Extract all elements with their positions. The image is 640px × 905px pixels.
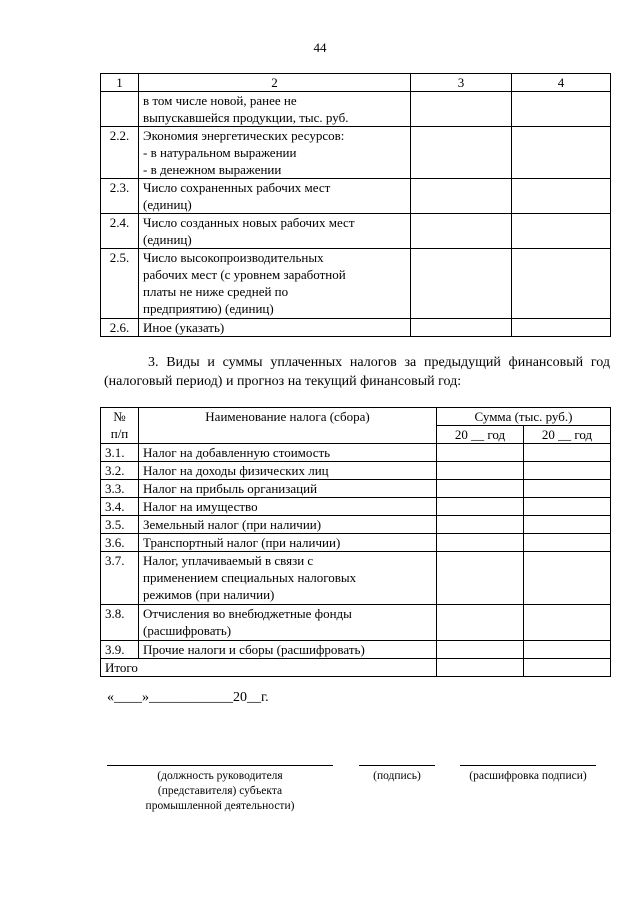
total-label: Итого <box>101 659 437 677</box>
table-total-row <box>101 659 611 677</box>
row-label: в том числе новой, ранее не выпускавшейся продукции, тыс. руб. <box>139 92 411 127</box>
position-signature-line[interactable] <box>107 765 333 766</box>
row-number: 3.9. <box>101 641 139 659</box>
value-cell[interactable] <box>437 480 524 498</box>
signature-line[interactable] <box>359 765 435 766</box>
col-header-number: № п/п <box>101 408 139 444</box>
value-cell[interactable] <box>512 92 611 127</box>
table-header-row <box>101 408 611 426</box>
row-label: Иное (указать) <box>139 319 411 337</box>
row-label: Налог, уплачиваемый в связи с применением специальных налоговых режимов (при наличии) <box>139 552 437 605</box>
value-cell[interactable] <box>524 659 611 677</box>
table-row <box>101 462 611 480</box>
value-cell[interactable] <box>411 249 512 319</box>
value-cell[interactable] <box>437 534 524 552</box>
table-row <box>101 480 611 498</box>
page-number: 44 <box>313 40 327 55</box>
value-cell[interactable] <box>411 319 512 337</box>
table-header-row <box>101 74 611 92</box>
value-cell[interactable] <box>437 444 524 462</box>
results-table <box>100 73 611 337</box>
value-cell[interactable] <box>512 214 611 249</box>
row-number: 3.5. <box>101 516 139 534</box>
value-cell[interactable] <box>524 605 611 641</box>
value-cell[interactable] <box>411 214 512 249</box>
row-label: Отчисления во внебюджетные фонды (расшифровать) <box>139 605 437 641</box>
row-label: Число сохраненных рабочих мест (единиц) <box>139 179 411 214</box>
table-row <box>101 605 611 641</box>
value-cell[interactable] <box>512 319 611 337</box>
section-heading: 3. Виды и суммы уплаченных налогов за предыдущий финансовый год (налоговый период) и прогноз на текущий финансовый год: <box>104 355 610 389</box>
row-label: Число высокопроизводительных рабочих мест (с уровнем заработной платы не ниже средней по предприятию) (единиц) <box>139 249 411 319</box>
table-row <box>101 516 611 534</box>
row-number: 3.6. <box>101 534 139 552</box>
value-cell[interactable] <box>437 552 524 605</box>
col-header: 1 <box>101 74 139 92</box>
value-cell[interactable] <box>512 127 611 179</box>
value-cell[interactable] <box>411 92 512 127</box>
value-cell[interactable] <box>524 516 611 534</box>
position-caption: (должность руководителя (представителя) субъекта промышленной деятельности) <box>145 770 295 812</box>
table-row <box>101 214 611 249</box>
row-number: 3.8. <box>101 605 139 641</box>
col-header: 4 <box>512 74 611 92</box>
value-cell[interactable] <box>524 480 611 498</box>
value-cell[interactable] <box>512 249 611 319</box>
table-row <box>101 498 611 516</box>
value-cell[interactable] <box>437 462 524 480</box>
row-number: 3.2. <box>101 462 139 480</box>
value-cell[interactable] <box>437 641 524 659</box>
row-label: Транспортный налог (при наличии) <box>139 534 437 552</box>
transcript-caption: (расшифровка подписи) <box>469 770 587 782</box>
col-header-year: 20 __ год <box>524 426 611 444</box>
row-number: 2.4. <box>101 214 139 249</box>
col-header-name: Наименование налога (сбора) <box>139 408 437 444</box>
value-cell[interactable] <box>512 179 611 214</box>
table-row <box>101 444 611 462</box>
row-number: 2.5. <box>101 249 139 319</box>
row-label: Земельный налог (при наличии) <box>139 516 437 534</box>
value-cell[interactable] <box>524 498 611 516</box>
transcript-signature-line[interactable] <box>460 765 596 766</box>
row-number: 3.3. <box>101 480 139 498</box>
table-row <box>101 127 611 179</box>
table-row <box>101 179 611 214</box>
table-row <box>101 552 611 605</box>
row-label: Число созданных новых рабочих мест (единиц) <box>139 214 411 249</box>
row-label: Налог на добавленную стоимость <box>139 444 437 462</box>
value-cell[interactable] <box>437 498 524 516</box>
row-number: 2.3. <box>101 179 139 214</box>
value-cell[interactable] <box>437 659 524 677</box>
col-header-year: 20 __ год <box>437 426 524 444</box>
row-label: Налог на прибыль организаций <box>139 480 437 498</box>
row-label: Экономия энергетических ресурсов: - в натуральном выражении - в денежном выражении <box>139 127 411 179</box>
table-row <box>101 249 611 319</box>
value-cell[interactable] <box>411 127 512 179</box>
value-cell[interactable] <box>437 516 524 534</box>
row-number <box>101 92 139 127</box>
value-cell[interactable] <box>411 179 512 214</box>
row-number: 3.4. <box>101 498 139 516</box>
row-label: Налог на имущество <box>139 498 437 516</box>
table-row <box>101 641 611 659</box>
col-header: 3 <box>411 74 512 92</box>
row-number: 2.2. <box>101 127 139 179</box>
row-label: Налог на доходы физических лиц <box>139 462 437 480</box>
signature-caption: (подпись) <box>373 770 421 782</box>
row-number: 3.1. <box>101 444 139 462</box>
value-cell[interactable] <box>524 534 611 552</box>
col-header-sum: Сумма (тыс. руб.) <box>437 408 611 426</box>
row-label: Прочие налоги и сборы (расшифровать) <box>139 641 437 659</box>
taxes-table <box>100 407 611 677</box>
value-cell[interactable] <box>524 462 611 480</box>
value-cell[interactable] <box>524 552 611 605</box>
table-row <box>101 319 611 337</box>
col-header: 2 <box>139 74 411 92</box>
table-row <box>101 534 611 552</box>
table-row <box>101 92 611 127</box>
row-number: 3.7. <box>101 552 139 605</box>
value-cell[interactable] <box>524 444 611 462</box>
row-number: 2.6. <box>101 319 139 337</box>
value-cell[interactable] <box>524 641 611 659</box>
value-cell[interactable] <box>437 605 524 641</box>
date-line[interactable]: «____»____________20__г. <box>107 690 269 705</box>
